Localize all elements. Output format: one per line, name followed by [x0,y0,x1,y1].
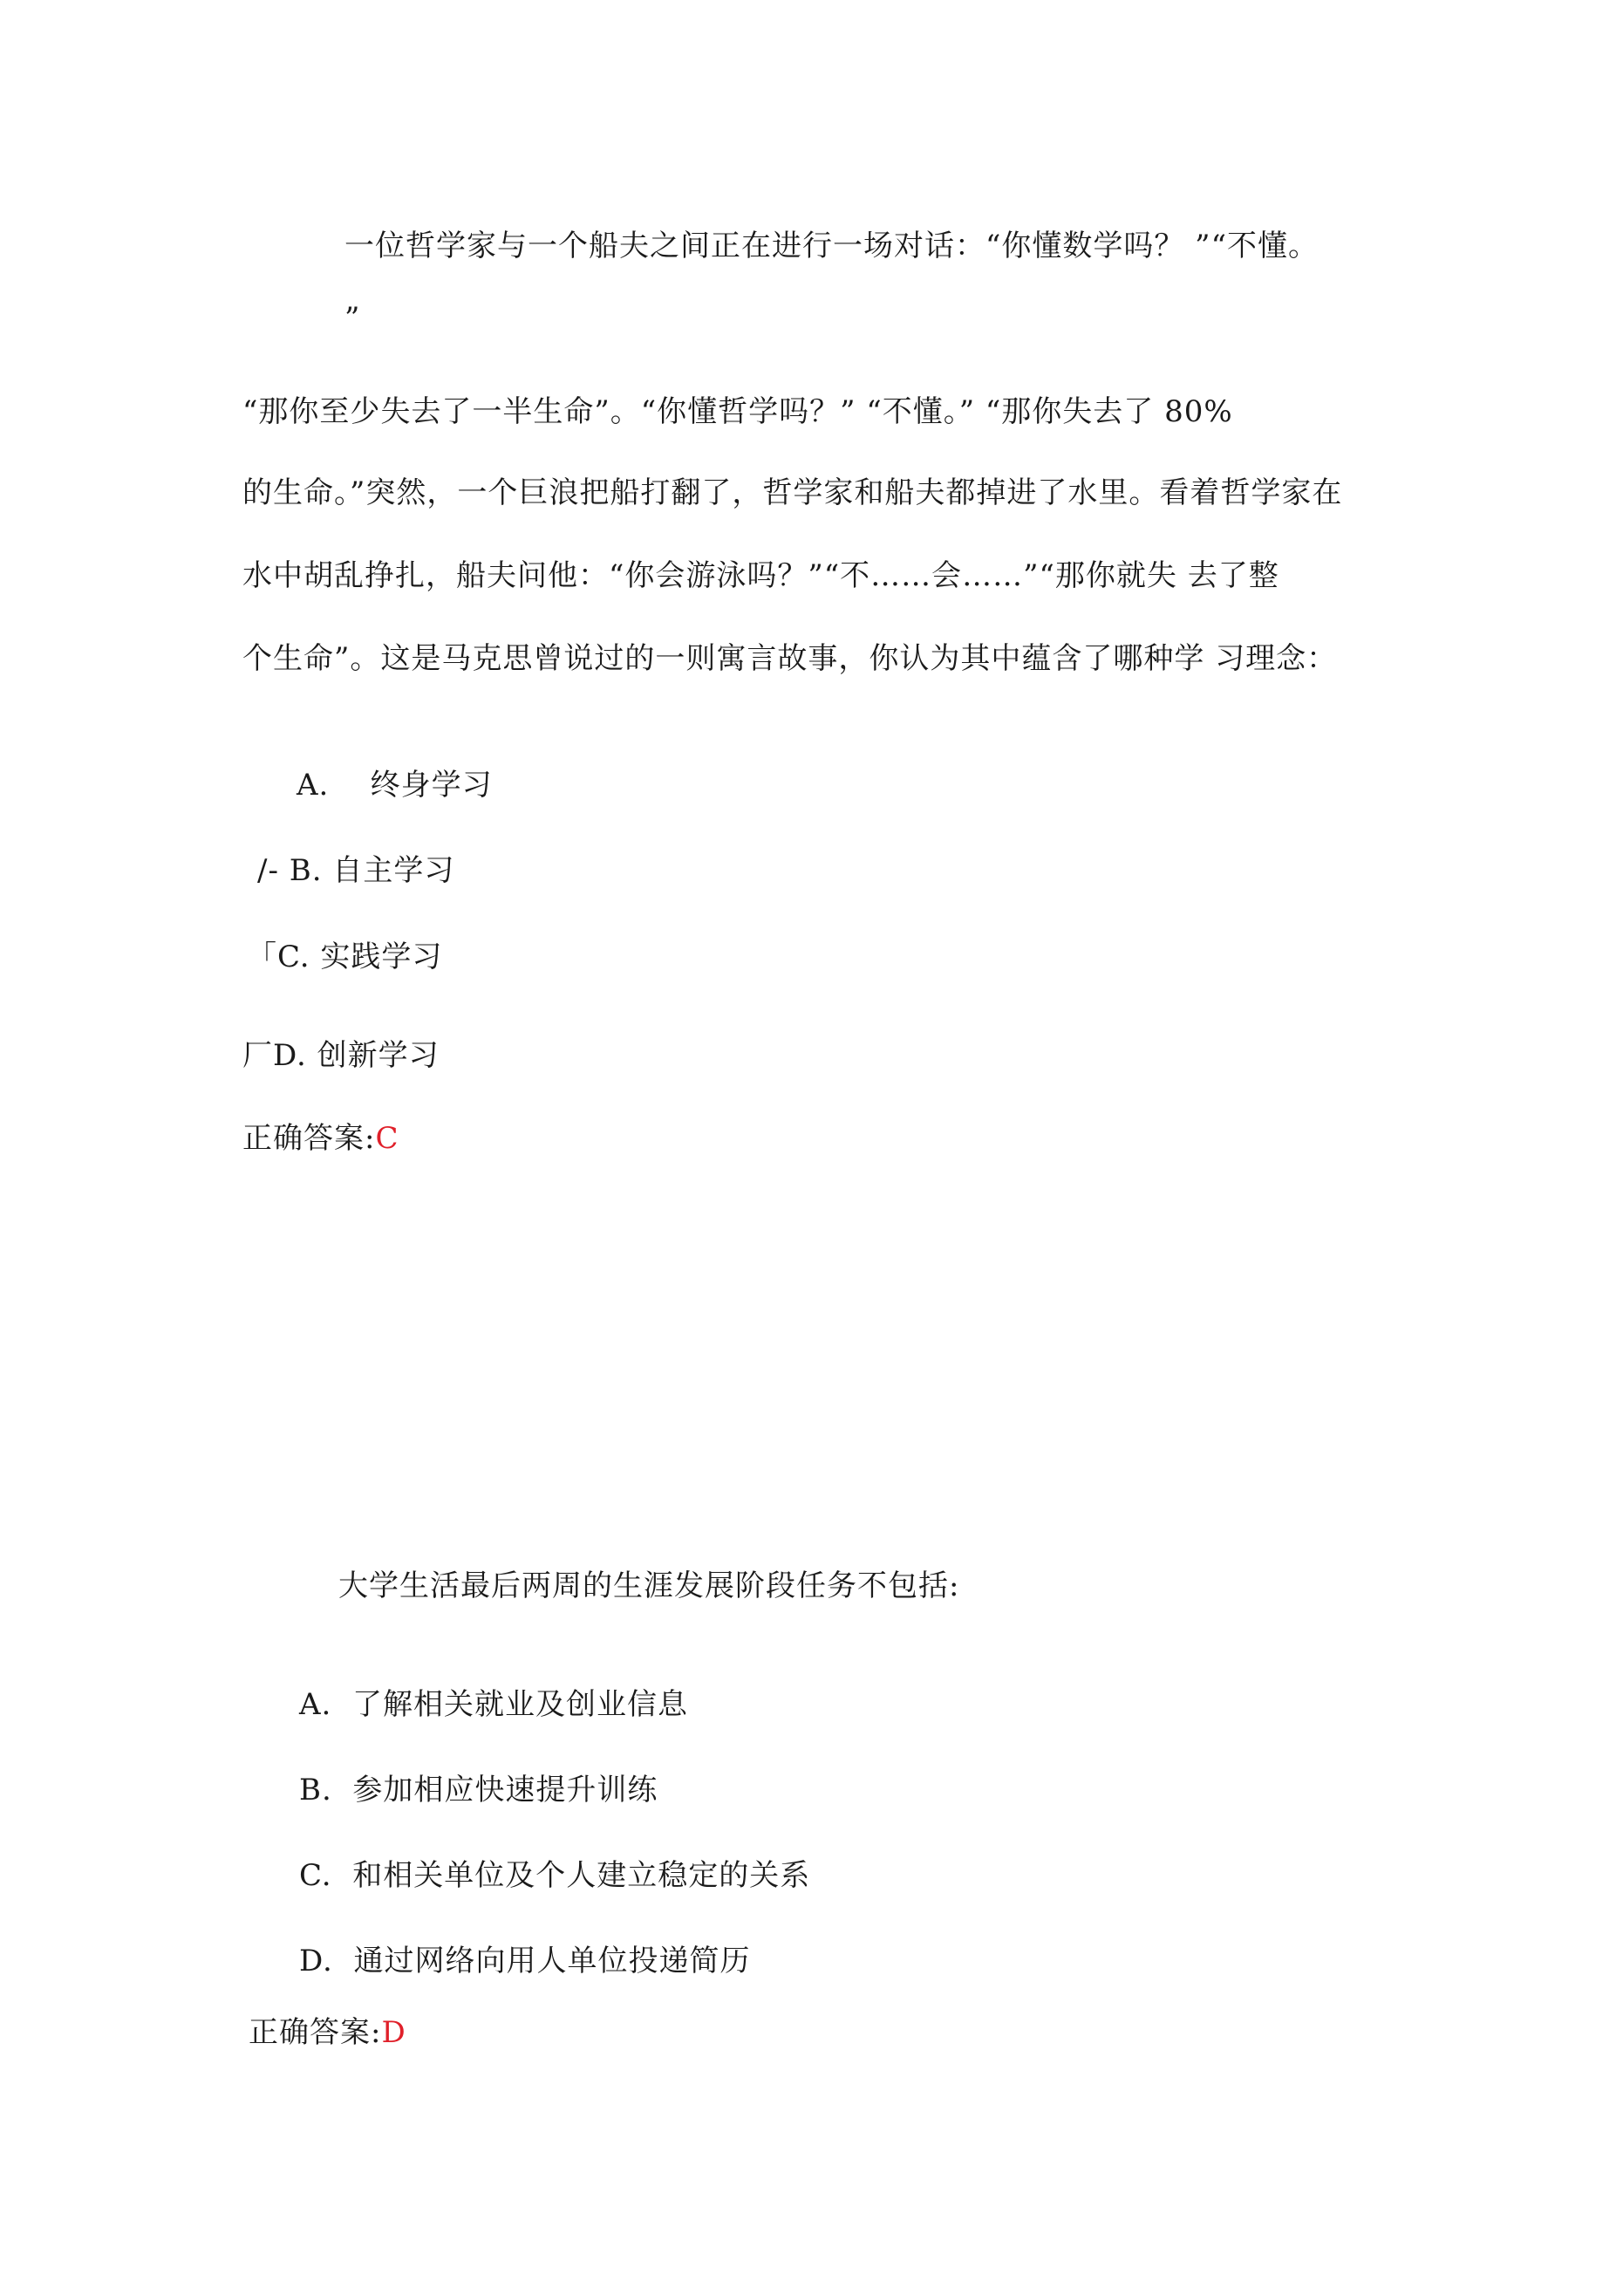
q2-option-d: D. 通过网络向用人单位投递简历 [299,1944,751,1978]
q2-option-b: B. 参加相应快速提升训练 [299,1773,658,1807]
q1-stem-line-6: 个生命”。这是马克思曾说过的一则寓言故事，你认为其中蕴含了哪种学 习理念： [242,641,1338,676]
q1-option-c: 「C. 实践学习 [247,940,443,974]
q1-answer [242,1121,399,1156]
q1-stem-line-1: 一位哲学家与一个船夫之间正在进行一场对话：“你懂数学吗？ ”“不懂。 [344,229,1319,263]
q1-answer-label: 正确答案: [242,1121,376,1156]
q2-answer [249,2015,406,2050]
q2-option-c: C. 和相关单位及个人建立稳定的关系 [299,1858,811,1893]
q2-answer-value: D [381,2015,406,2050]
q1-stem-line-5: 水中胡乱挣扎，船夫问他：“你会游泳吗？”“不……会……”“那你就失 去了整 [242,558,1279,593]
q2-stem: 大学生活最后两周的生涯发展阶段任务不包括: [338,1568,960,1603]
q1-option-a: A. 终身学习 [297,768,493,803]
q1-option-d: 厂D. 创新学习 [242,1038,440,1073]
q1-answer-value: C [375,1121,399,1156]
q1-stem-line-2: ” [344,301,361,336]
q1-stem-line-3: “那你至少失去了一半生命”。“你懂哲学吗？” “不懂。” “那你失去了 80% [242,394,1233,429]
q2-answer-label: 正确答案: [249,2015,382,2050]
q1-option-b: /- B. 自主学习 [257,853,455,888]
q1-stem-line-4: 的生命。”突然，一个巨浪把船打翻了，哲学家和船夫都掉进了水里。看着哲学家在 [242,475,1343,510]
q2-option-a: A. 了解相关就业及创业信息 [299,1687,688,1722]
